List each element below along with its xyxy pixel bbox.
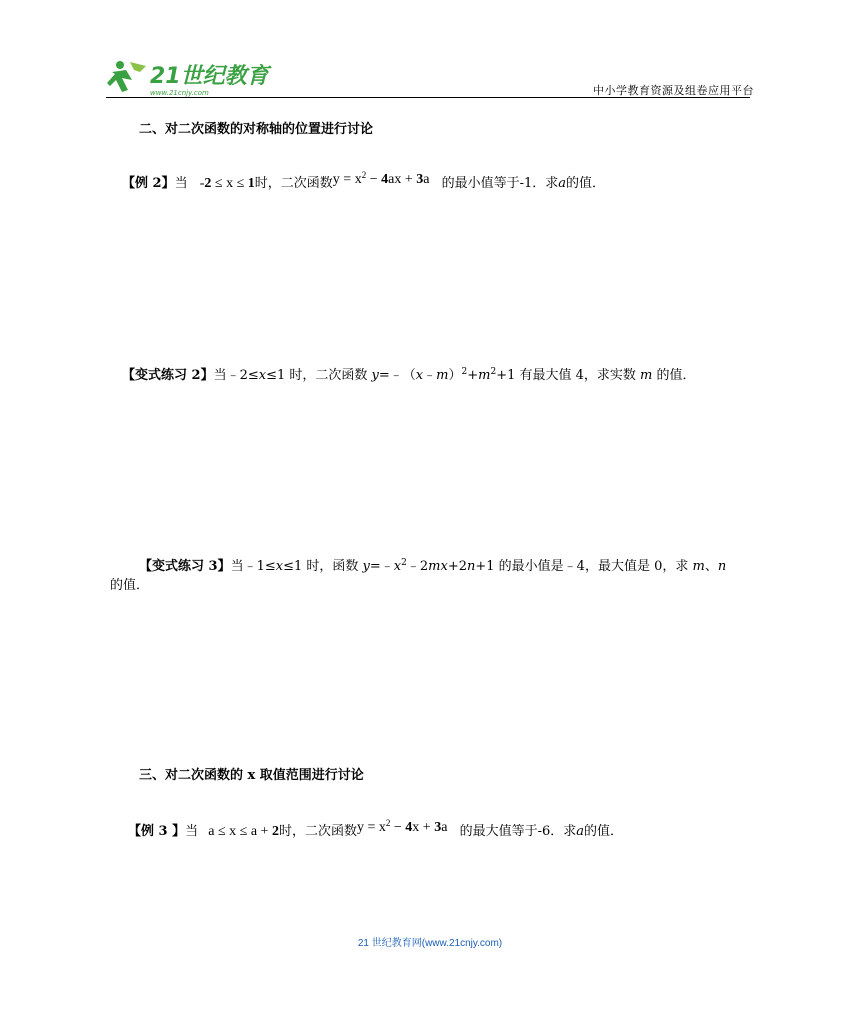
v3-t7: 、 [704,559,718,574]
ex3-post2: 的值． [584,824,624,839]
ex2-pre: 当 [174,176,188,191]
ex2-f-exp: 2 [361,170,367,180]
v3-y: y [362,559,370,574]
header-platform-text: 中小学教育资源及组卷应用平台 [593,84,754,97]
v2-y: y [371,368,379,383]
v3-t2: ≤1 时，函数 [283,559,359,574]
v2-m1: m [436,368,449,383]
ex2-post2: 的值． [566,176,606,191]
ex2-f-4: 4 [381,172,389,187]
ex2-cond-d: 1 [247,176,255,191]
v3-e1: 2 [401,558,407,568]
v3-x2: x [393,559,402,574]
example-2 [122,172,605,192]
variant-2-tag: 【变式练习 2】 [122,368,214,383]
section-2-heading: 二、对二次函数的对称轴的位置进行讨论 [139,122,374,137]
variant-2 [122,364,696,383]
v3-m: m [692,559,705,574]
ex2-f-minus: − [366,172,382,187]
ex3-c1: a ≤ x ≤ a + [208,824,272,839]
ex2-f-a: a [423,172,430,187]
ex3-f-x: x + [412,820,435,835]
site-logo [106,58,269,100]
ex2-condition [200,176,255,191]
ex2-mid: 时，二次函数 [254,176,333,191]
v2-t6: + [467,368,479,383]
example-3-tag: 【例 3 】 [128,824,186,839]
ex3-post1: 的最大值等于-6．求 [459,824,577,839]
v3-n2: n [717,559,727,574]
logo-text: 21世纪教育 [150,64,269,89]
ex3-var-a: a [576,824,584,839]
v2-e2: 2 [490,367,497,377]
v2-m2: m [478,368,491,383]
ex3-f-y: y = x [356,820,386,835]
ex2-f-y: y = x [332,172,362,187]
v2-t1: 当﹣2≤ [213,368,259,383]
section-3-heading: 三、对二次函数的 x 取值范围进行讨论 [139,768,364,783]
v3-t5: +2 [447,559,467,574]
example-3 [128,820,623,840]
ex2-f-ax: ax + [388,172,417,187]
v2-m3: m [640,368,653,383]
v2-x1: x [258,368,267,383]
v2-t7: +1 有最大值 4，求实数 [496,368,636,383]
header-divider [106,97,750,98]
v3-x1: x [275,559,284,574]
footer-link[interactable]: 21 世纪教育网(www.21cnjy.com) [357,938,503,949]
v3-t6: +1 的最小值是﹣4，最大值是 0，求 [475,559,689,574]
example-2-tag: 【例 2】 [122,176,175,191]
ex2-cond-a: - [199,176,205,191]
variant-3-tag: 【变式练习 3】 [139,559,231,574]
v3-t4: ﹣2 [406,559,429,574]
v2-t8: 的值． [656,368,696,383]
v2-x2: x [415,368,424,383]
ex2-cond-c: ≤ x ≤ [211,176,248,191]
v3-n1: n [467,559,476,574]
runner-icon [107,61,146,92]
v2-t4: ﹣ [423,368,437,383]
ex3-pre: 当 [185,824,199,839]
ex2-var-a: a [558,176,567,191]
ex3-f-minus: − [390,820,406,835]
variant-3-line2: 的值． [110,578,150,593]
ex2-cond-b: 2 [204,176,212,191]
ex3-mid: 时，二次函数 [278,824,357,839]
v3-t3: =﹣ [369,559,394,574]
ex3-f-3: 3 [434,820,442,835]
v2-t5: ） [448,368,462,383]
ex2-function [333,172,430,187]
ex3-c2: 2 [271,824,279,839]
v3-mx: mx [428,559,448,574]
ex3-condition [208,824,279,839]
ex2-f-3: 3 [416,172,424,187]
v2-t2: ≤1 时，二次函数 [266,368,368,383]
v3-t1: 当﹣1≤ [230,559,276,574]
v2-e1: 2 [461,367,468,377]
logo-url: www.21cnjy.com [150,89,209,97]
ex2-post1: 的最小值等于-1．求 [441,176,559,191]
ex3-f-a: a [441,820,448,835]
ex3-function [357,820,447,835]
v2-t3: =﹣（ [378,368,416,383]
variant-3 [139,555,726,574]
ex3-f-4: 4 [405,820,413,835]
ex3-f-exp: 2 [385,818,391,828]
